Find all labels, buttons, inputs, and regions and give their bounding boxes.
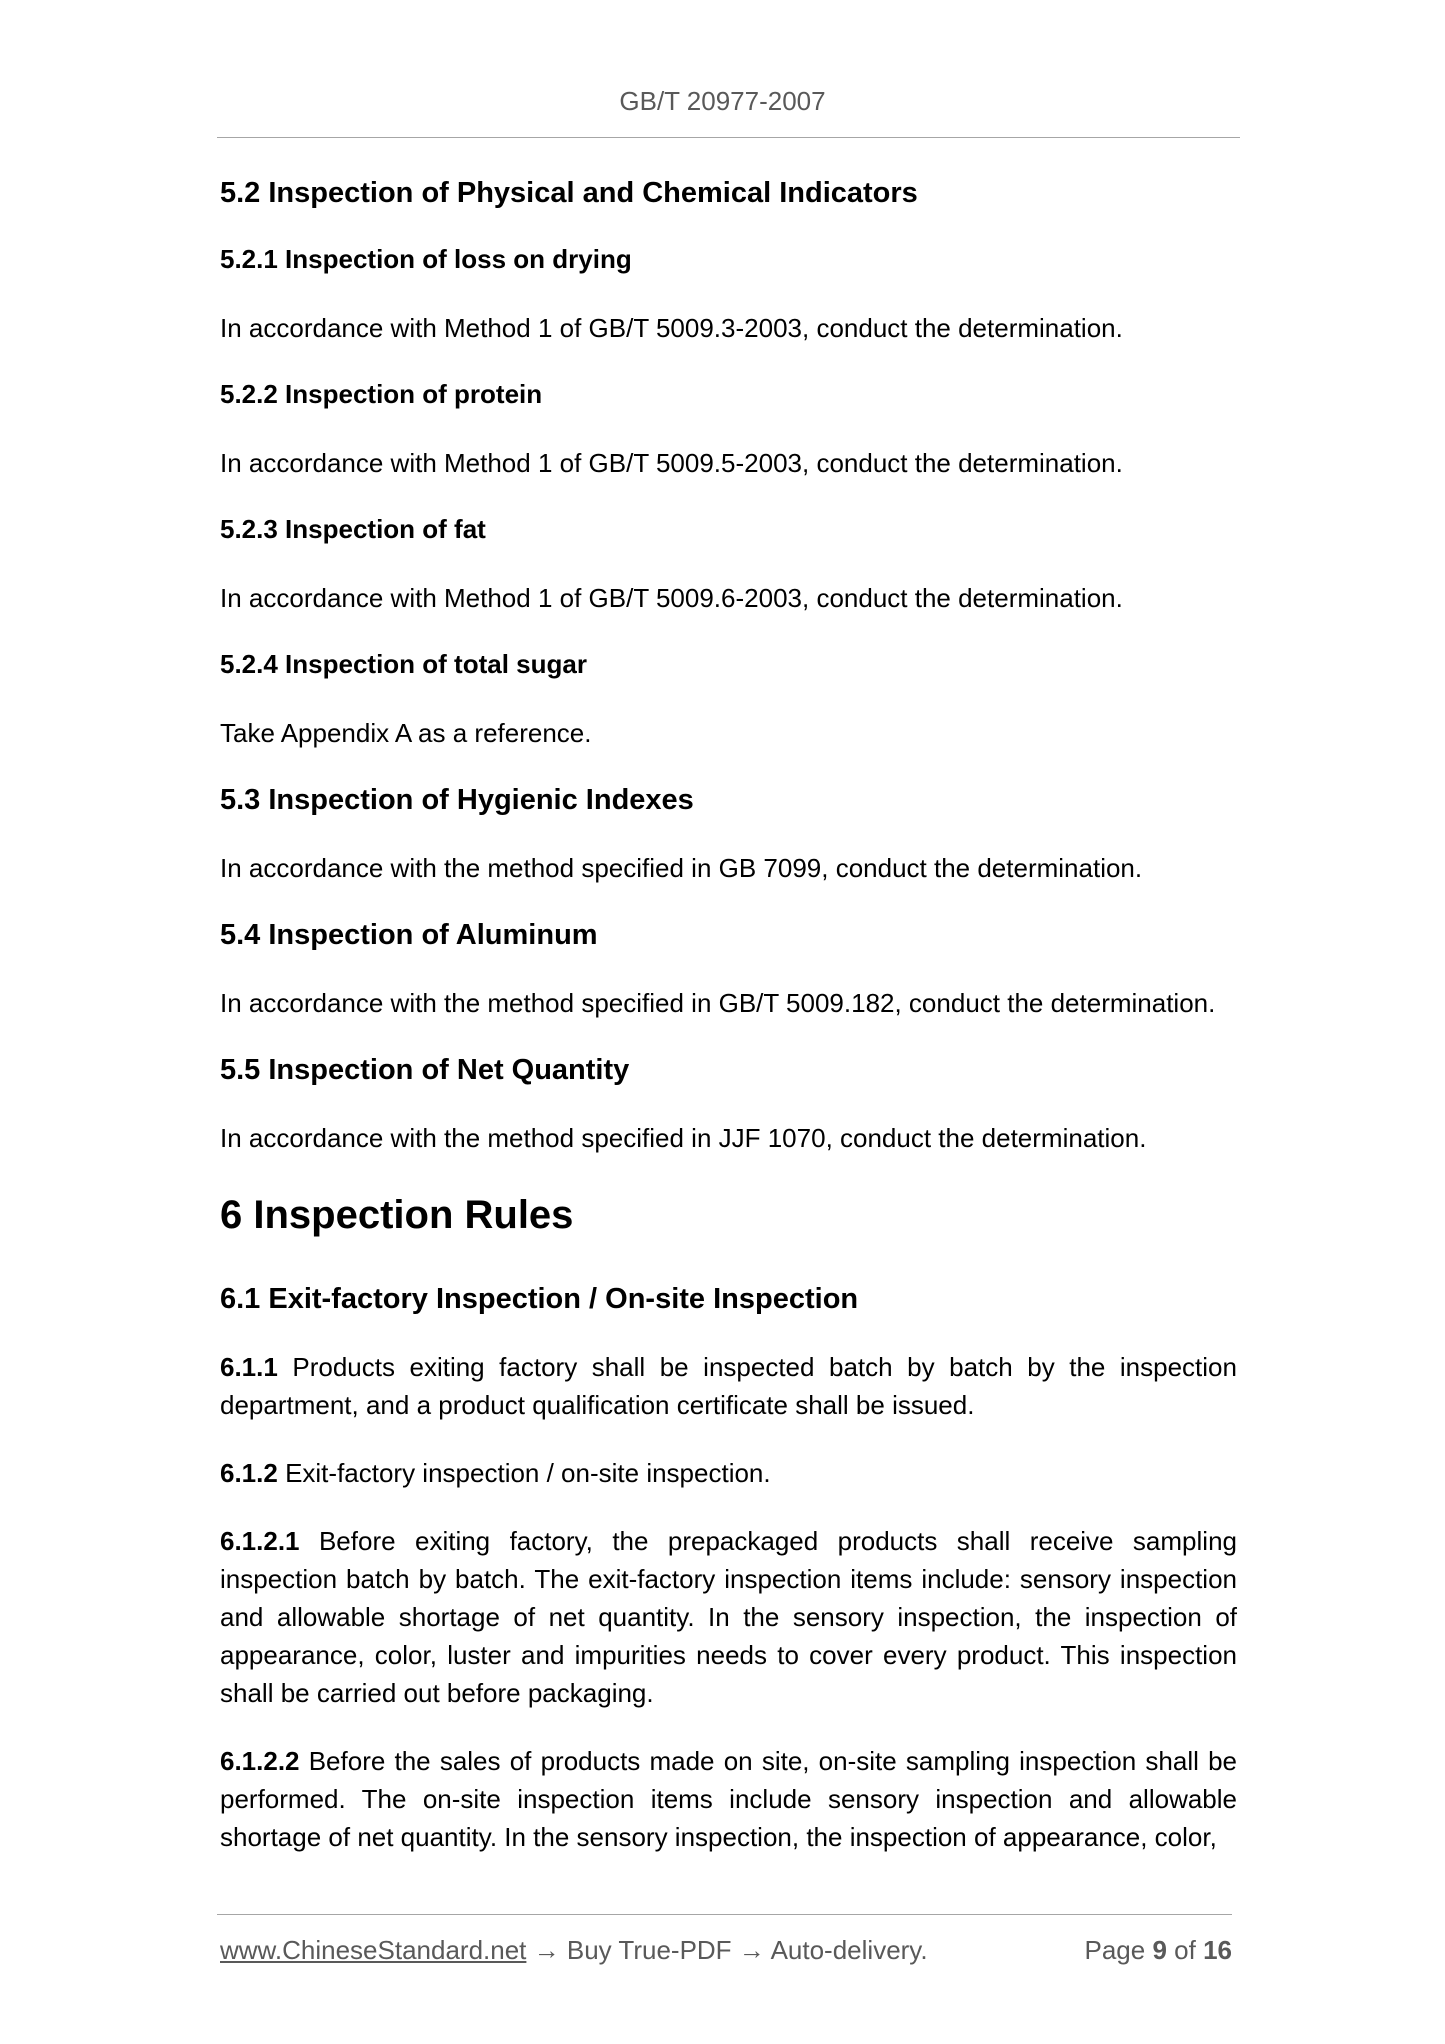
total-pages-number: 16 (1203, 1935, 1232, 1965)
footer-divider (217, 1914, 1232, 1915)
heading-5-5: 5.5 Inspection of Net Quantity (220, 1054, 630, 1086)
page-indicator (1084, 1935, 1232, 1966)
document-body (220, 175, 1237, 1886)
heading-5-2-1: 5.2.1 Inspection of loss on drying (220, 244, 632, 274)
page-footer (220, 1935, 1232, 1966)
heading-5-2-3: 5.2.3 Inspection of fat (220, 514, 486, 544)
paragraph-6-1-2-1 (220, 1522, 1237, 1712)
clause-text-6-1-2: Exit-factory inspection / on-site inspection. (285, 1458, 771, 1488)
heading-5-3: 5.3 Inspection of Hygienic Indexes (220, 784, 694, 816)
paragraph-5-2-2: In accordance with Method 1 of GB/T 5009.5-2003, conduct the determination. (220, 448, 1123, 478)
paragraph-6-1-2-2 (220, 1742, 1237, 1856)
of-label: of (1174, 1935, 1196, 1965)
heading-5-2-2: 5.2.2 Inspection of protein (220, 379, 543, 409)
clause-number-6-1-1: 6.1.1 (220, 1352, 278, 1382)
clause-number-6-1-2: 6.1.2 (220, 1458, 278, 1488)
clause-text-6-1-2-2: Before the sales of products made on site, on-site sampling inspection shall be performed. The on-site inspection items include sensory inspection and allowable shortage of net quantity. In the sensory inspection, the inspection of appearance, color, (220, 1746, 1237, 1852)
paragraph-5-2-1: In accordance with Method 1 of GB/T 5009.3-2003, conduct the determination. (220, 313, 1123, 343)
paragraph-5-4: In accordance with the method specified in GB/T 5009.182, conduct the determination. (220, 988, 1216, 1018)
page-label: Page (1084, 1935, 1146, 1965)
paragraph-5-5: In accordance with the method specified in JJF 1070, conduct the determination. (220, 1123, 1147, 1153)
clause-number-6-1-2-1: 6.1.2.1 (220, 1526, 300, 1556)
header-divider (217, 137, 1240, 138)
document-header-title: GB/T 20977-2007 (619, 86, 826, 116)
footer-promo-text: → Buy True-PDF → Auto-delivery. (526, 1935, 928, 1965)
paragraph-6-1-1 (220, 1348, 1237, 1424)
paragraph-5-2-3: In accordance with Method 1 of GB/T 5009.6-2003, conduct the determination. (220, 583, 1123, 613)
heading-5-2: 5.2 Inspection of Physical and Chemical Indicators (220, 177, 918, 209)
heading-6-1: 6.1 Exit-factory Inspection / On-site Inspection (220, 1283, 859, 1315)
current-page-number: 9 (1152, 1935, 1167, 1965)
heading-6: 6 Inspection Rules (220, 1193, 574, 1237)
clause-number-6-1-2-2: 6.1.2.2 (220, 1746, 300, 1776)
heading-5-2-4: 5.2.4 Inspection of total sugar (220, 649, 587, 679)
clause-text-6-1-1: Products exiting factory shall be inspected batch by batch by the inspection department, and a product qualification certificate shall be issued. (220, 1352, 1237, 1420)
footer-site-link[interactable]: www.ChineseStandard.net (220, 1935, 527, 1965)
paragraph-5-3: In accordance with the method specified in GB 7099, conduct the determination. (220, 853, 1143, 883)
clause-text-6-1-2-1: Before exiting factory, the prepackaged products shall receive sampling inspection batch by batch. The exit-factory inspection items include: sensory inspection and allowable shortage of net quantity. In the sensory inspection, the inspection of appearance, color, luster and impurities needs to cover every product. This inspection shall be carried out before packaging. (220, 1526, 1237, 1708)
paragraph-6-1-2 (220, 1454, 1237, 1492)
paragraph-5-2-4: Take Appendix A as a reference. (220, 718, 592, 748)
heading-5-4: 5.4 Inspection of Aluminum (220, 919, 598, 951)
